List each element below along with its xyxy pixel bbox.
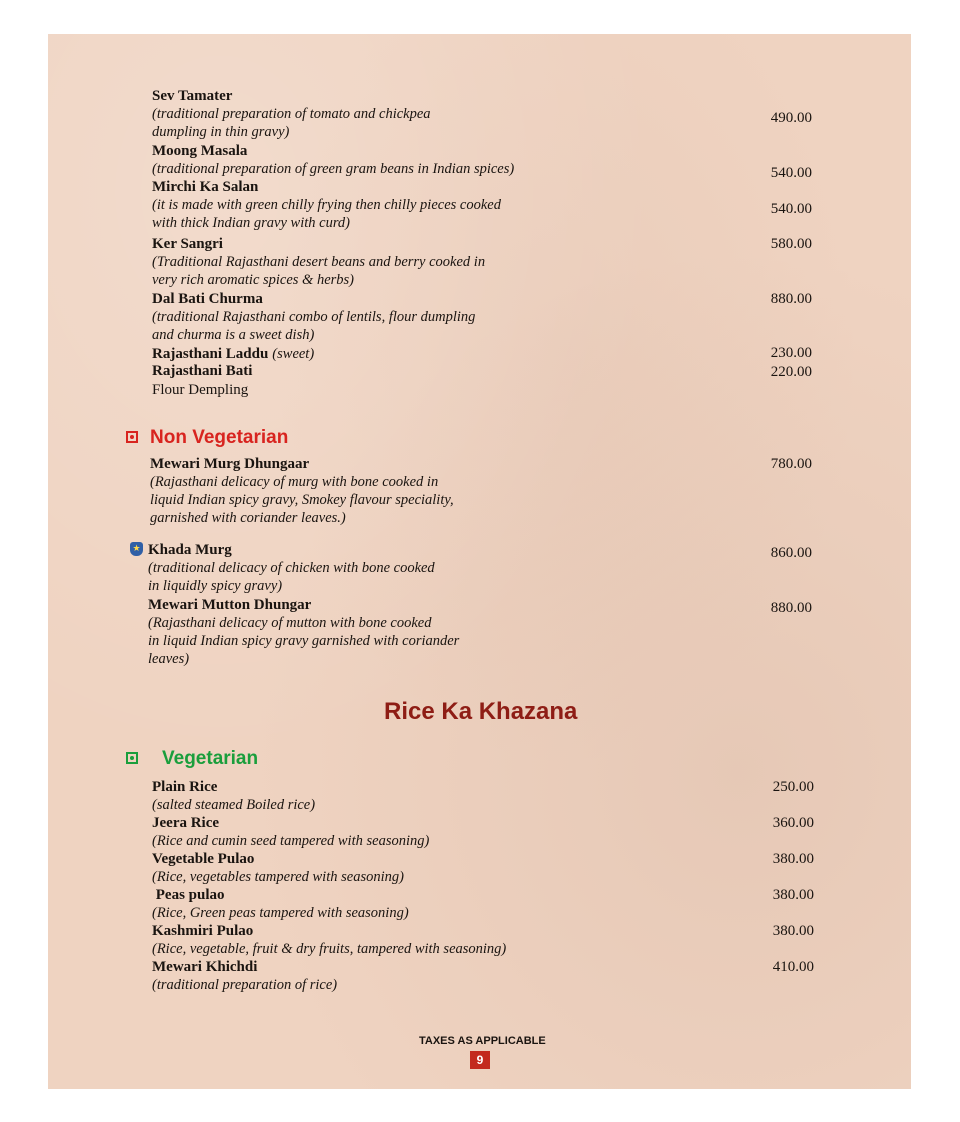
- item-desc: garnished with coriander leaves.): [150, 510, 346, 526]
- item-desc: (traditional preparation of green gram beans in Indian spices): [152, 161, 515, 177]
- item-price: 360.00: [772, 815, 814, 831]
- item-desc: (Rajasthani delicacy of murg with bone cooked in: [150, 474, 439, 490]
- item-name: Khada Murg: [148, 542, 232, 558]
- item-price: 540.00: [770, 165, 812, 181]
- item-desc: (traditional preparation of rice): [152, 977, 338, 993]
- item-desc: (Rice, vegetable, fruit & dry fruits, tampered with seasoning): [152, 941, 507, 957]
- item-price: 880.00: [770, 600, 812, 616]
- item-price: 220.00: [770, 364, 812, 380]
- item-price: 380.00: [772, 851, 814, 867]
- chef-badge-icon: ★: [130, 542, 143, 556]
- item-price: 860.00: [770, 545, 812, 561]
- item-desc: (Rice, Green peas tampered with seasoning): [152, 905, 409, 921]
- item-name: Mewari Murg Dhungaar: [150, 456, 310, 472]
- item-desc: and churma is a sweet dish): [152, 327, 315, 343]
- item-price: 580.00: [770, 236, 812, 252]
- item-desc: (Traditional Rajasthani desert beans and berry cooked in: [152, 254, 486, 270]
- item-price: 380.00: [772, 923, 814, 939]
- item-name: Dal Bati Churma: [152, 291, 263, 307]
- item-name: Jeera Rice: [152, 815, 220, 831]
- item-desc: in liquidly spicy gravy): [148, 578, 283, 594]
- item-name: Vegetable Pulao: [152, 851, 255, 867]
- item-name: Moong Masala: [152, 143, 248, 159]
- item-price: 410.00: [772, 959, 814, 975]
- item-desc: Flour Dempling: [152, 382, 249, 398]
- item-desc: (salted steamed Boiled rice): [152, 797, 316, 813]
- nonveg-mark-icon: [126, 431, 138, 443]
- item-name: Mewari Mutton Dhungar: [148, 597, 312, 613]
- item-desc: (traditional preparation of tomato and chickpea: [152, 106, 431, 122]
- item-price: 490.00: [770, 110, 812, 126]
- item-desc: very rich aromatic spices & herbs): [152, 272, 355, 288]
- item-name: Sev Tamater: [152, 88, 233, 104]
- item-desc: (traditional Rajasthani combo of lentils, flour dumpling: [152, 309, 476, 325]
- item-price: 250.00: [772, 779, 814, 795]
- item-name: Mirchi Ka Salan: [152, 179, 259, 195]
- item-price: 380.00: [772, 887, 814, 903]
- item-desc: (Rice, vegetables tampered with seasoning): [152, 869, 404, 885]
- item-desc: (Rajasthani delicacy of mutton with bone cooked: [148, 615, 432, 631]
- item-desc: (traditional delicacy of chicken with bone cooked: [148, 560, 435, 576]
- section-heading-nonveg: Non Vegetarian: [150, 427, 289, 448]
- item-name: Rajasthani Bati: [152, 363, 253, 379]
- item-price: 780.00: [770, 456, 812, 472]
- item-desc: liquid Indian spicy gravy, Smokey flavour speciality,: [150, 492, 454, 508]
- item-desc: (it is made with green chilly frying then chilly pieces cooked: [152, 197, 501, 213]
- page-number: 9: [470, 1051, 490, 1069]
- section-heading-veg: Vegetarian: [162, 748, 259, 769]
- item-price: 880.00: [770, 291, 812, 307]
- item-name: Mewari Khichdi: [152, 959, 258, 975]
- veg-mark-icon: [126, 752, 138, 764]
- item-desc: with thick Indian gravy with curd): [152, 215, 351, 231]
- rice-section-title: Rice Ka Khazana: [384, 698, 578, 725]
- item-desc: (Rice and cumin seed tampered with seasoning): [152, 833, 430, 849]
- item-price: 230.00: [770, 345, 812, 361]
- menu-page: [48, 34, 911, 1089]
- item-name: Peas pulao: [152, 887, 225, 903]
- item-row: [152, 345, 314, 363]
- item-name: Rajasthani Laddu: [152, 346, 269, 362]
- item-name: Kashmiri Pulao: [152, 923, 254, 939]
- item-name: Ker Sangri: [152, 236, 223, 252]
- item-desc: dumpling in thin gravy): [152, 124, 290, 140]
- item-desc: in liquid Indian spicy gravy garnished with coriander: [148, 633, 460, 649]
- item-desc: leaves): [148, 651, 190, 667]
- item-name: Plain Rice: [152, 779, 218, 795]
- item-price: 540.00: [770, 201, 812, 217]
- taxes-note: TAXES AS APPLICABLE: [419, 1035, 546, 1047]
- item-note: (sweet): [272, 346, 315, 362]
